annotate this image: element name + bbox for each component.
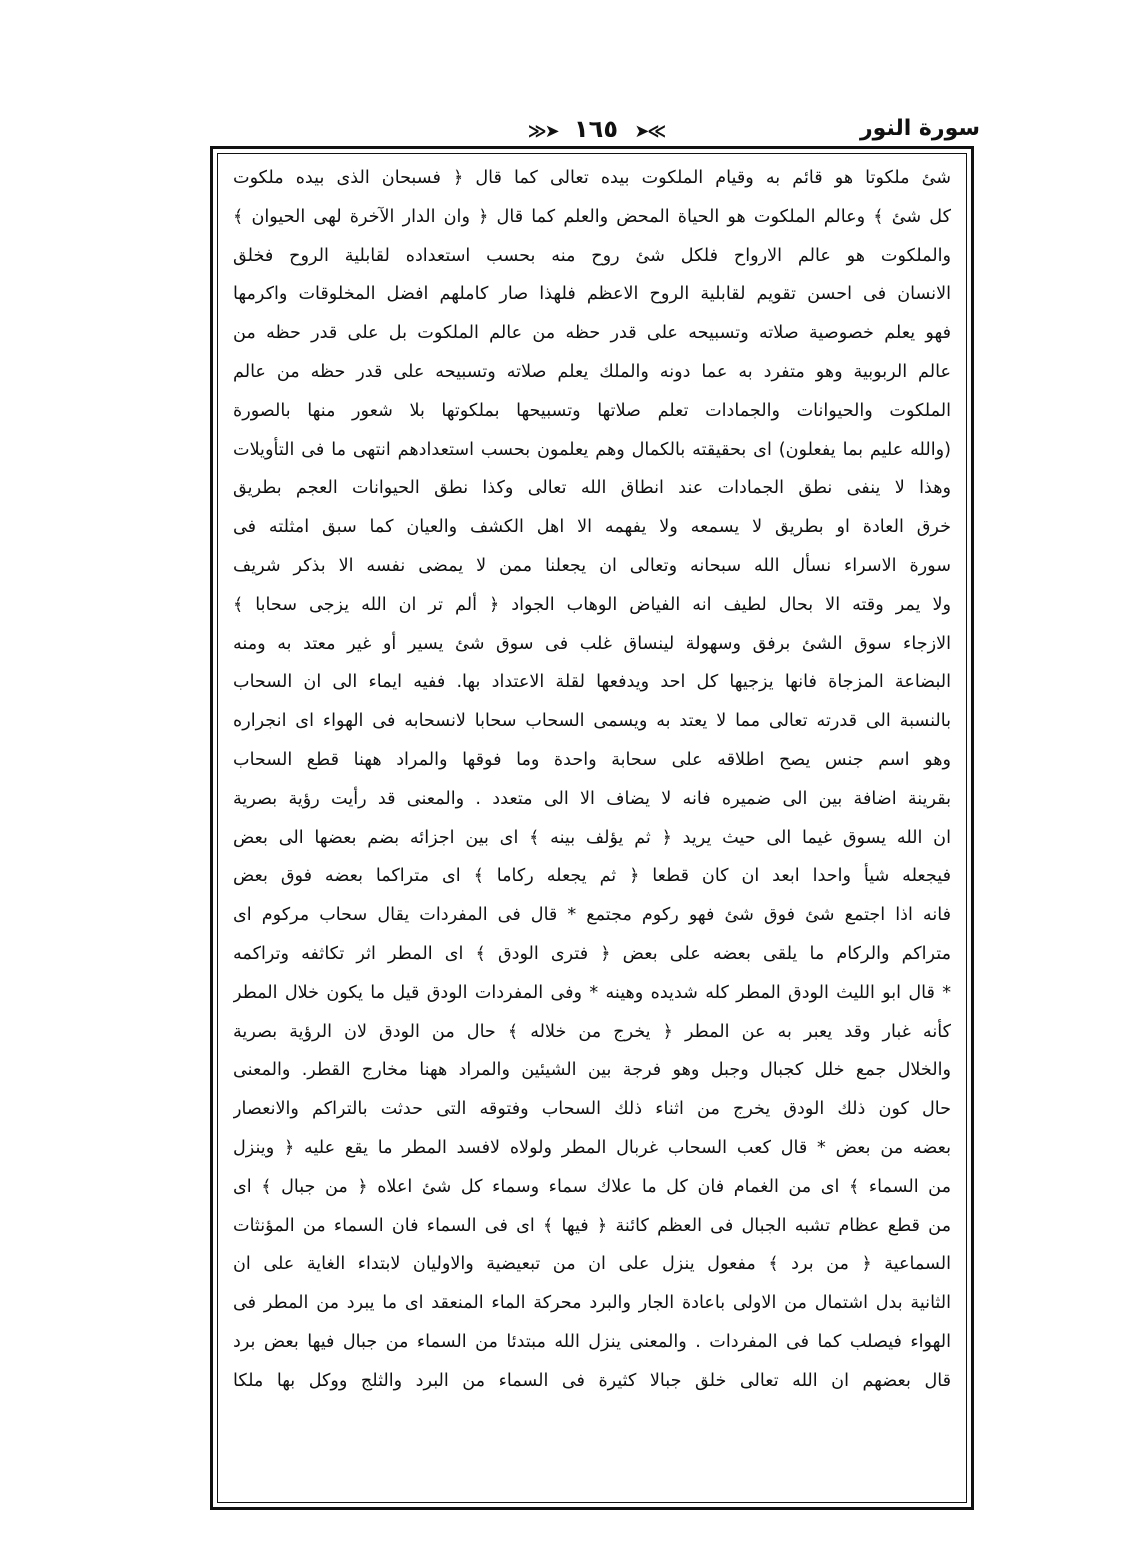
text-line: ان الله يسوق غيما الى حيث يريد ﴿ ثم يؤلف بينه ﴾ اى بين اجزائه بضم بعضها الى بعض: [233, 827, 951, 848]
text-line: الثانية بدل اشتمال من الاولى باعادة الجار والبرد محركة الماء المنعقد اى ما يبرد من المطر فى: [233, 1293, 951, 1314]
page-header: [208, 112, 984, 146]
text-line: حال كون ذلك الودق يخرج من اثناء ذلك السحاب وفتوقه التى حدثت بالتراكم والانعصار: [233, 1099, 951, 1120]
text-line: فيجعله شيأ واحدا ابعد ان كان قطعا ﴿ ثم يجعله ركاما ﴾ اى متراكما بعضه فوق بعض: [233, 866, 951, 887]
text-line: شئ ملكوتا هو قائم به وقيام الملكوت بيده تعالى كما قال ﴿ فسبحان الذى بيده ملكوت: [233, 168, 951, 188]
sura-title: سورة النور: [860, 116, 980, 141]
text-line: بالنسبة الى قدرته تعالى مما لا يعتد به ويسمى السحاب سحابا لانسحابه فى الهواء اى انجراره: [233, 711, 951, 732]
text-line: خرق العادة او بطريق لا يسمعه ولا يفهمه الا اهل الكشف والعيان كما سبق امثلته فى: [233, 517, 951, 538]
ornament-left-icon: ≫➤: [527, 121, 558, 142]
text-body: [233, 159, 951, 1401]
text-line: وهذا لا ينفى نطق الجمادات عند انطاق الله تعالى وكذا نطق الحيوانات العجم بطريق: [233, 478, 951, 499]
text-line: بقرينة اضافة بين الى ضميره فانه لا يضاف الا الى متعدد . والمعنى قد رأيت رؤية بصرية: [233, 788, 951, 809]
text-line: ولا يمر وقته الا بحال لطيف انه الفياض الوهاب الجواد ﴿ ألم تر ان الله يزجى سحابا ﴾: [233, 594, 951, 615]
text-line: قال بعضهم ان الله تعالى خلق جبالا كثيرة فى السماء من البرد والثلج ووكل بها ملكا: [233, 1370, 951, 1391]
text-line: كل شئ ﴾ وعالم الملكوت هو الحياة المحض والعلم كما قال ﴿ وان الدار الآخرة لهى الحيوان ﴾: [233, 206, 951, 227]
text-line: وهو اسم جنس يصح اطلاقه على سحابة واحدة وما فوقها والمراد ههنا قطع السحاب: [233, 749, 951, 770]
page-number: ١٦٥: [574, 115, 618, 143]
text-line: الازجاء سوق الشئ برفق وسهولة لينساق غلب فى سوق شئ يسير أو غير معتد به ومنه: [233, 633, 951, 654]
text-line: الملكوت والحيوانات والجمادات تعلم صلاتها وتسبيحها بملكوتها بلا شعور منها بالصورة: [233, 400, 951, 421]
text-line: والخلال جمع خلل كجبال وجبل وهو فرجة بين الشيئين والمراد ههنا مخارج القطر. والمعنى: [233, 1060, 951, 1081]
text-line: الانسان فى احسن تقويم لقابلية الروح الاعظم فلهذا صار كاملهم افضل المخلوقات واكرمها: [233, 284, 951, 305]
text-line: متراكم والركام ما يلقى بعضه على بعض ﴿ فترى الودق ﴾ اى المطر اثر تكاثفه وتراكمه: [233, 943, 951, 964]
text-line: فهو يعلم خصوصية صلاته وتسبيحه على قدر حظه من عالم الملكوت بل على قدر حظه من: [233, 323, 951, 344]
ornament-right-icon: ➤≪: [634, 121, 665, 142]
text-line: بعضه من بعض * قال كعب السحاب غربال المطر ولولاه لافسد المطر ما يقع عليه ﴿ وينزل: [233, 1137, 951, 1158]
text-line: من قطع عظام تشبه الجبال فى العظم كائنة ﴿ فيها ﴾ اى فى السماء فان السماء من المؤنثات: [233, 1215, 951, 1236]
text-line: البضاعة المزجاة فانها يزجيها كل احد ويدفعها لقلة الاعتداد بها. ففيه ايماء الى ان السحاب: [233, 672, 951, 693]
text-line: السماعية ﴿ من برد ﴾ مفعول ينزل على ان من تبعيضية والاوليان لابتداء الغاية على ان: [233, 1254, 951, 1275]
text-line: والملكوت هو عالم الارواح فلكل شئ روح منه بحسب استعداده لقابلية الروح فخلق: [233, 245, 951, 266]
text-line: عالم الربوبية وهو متفرد به عما دونه والملك يعلم صلاته وتسبيحه على قدر حظه من عالم: [233, 361, 951, 382]
text-line: كأنه غبار وقد يعبر به عن المطر ﴿ يخرج من خلاله ﴾ حال من الودق لان الرؤية بصرية: [233, 1021, 951, 1042]
text-line: من السماء ﴾ اى من الغمام فان كل ما علاك سماء وسماء كل شئ اعلاه ﴿ من جبال ﴾ اى: [233, 1176, 951, 1197]
text-frame: [210, 146, 974, 1510]
text-line: الهواء فيصلب كما فى المفردات . والمعنى ينزل الله مبتدئا من السماء من جبال فيها بعض برد: [233, 1331, 951, 1352]
text-line: فانه اذا اجتمع شئ فوق شئ فهو ركوم مجتمع * قال فى المفردات يقال سحاب مركوم اى: [233, 905, 951, 926]
text-line: * قال ابو الليث الودق المطر كله شديده وهينه * وفى المفردات الودق قيل ما يكون خلال المطر: [233, 982, 951, 1003]
text-line: سورة الاسراء نسأل الله سبحانه وتعالى ان يجعلنا ممن لا يمضى نفسه الا بذكر شريف: [233, 555, 951, 576]
text-line: (والله عليم بما يفعلون) اى بحقيقته بالكمال وهم يعلمون بحسب استعدادهم انتهى ما فى التأويلات: [233, 439, 951, 460]
